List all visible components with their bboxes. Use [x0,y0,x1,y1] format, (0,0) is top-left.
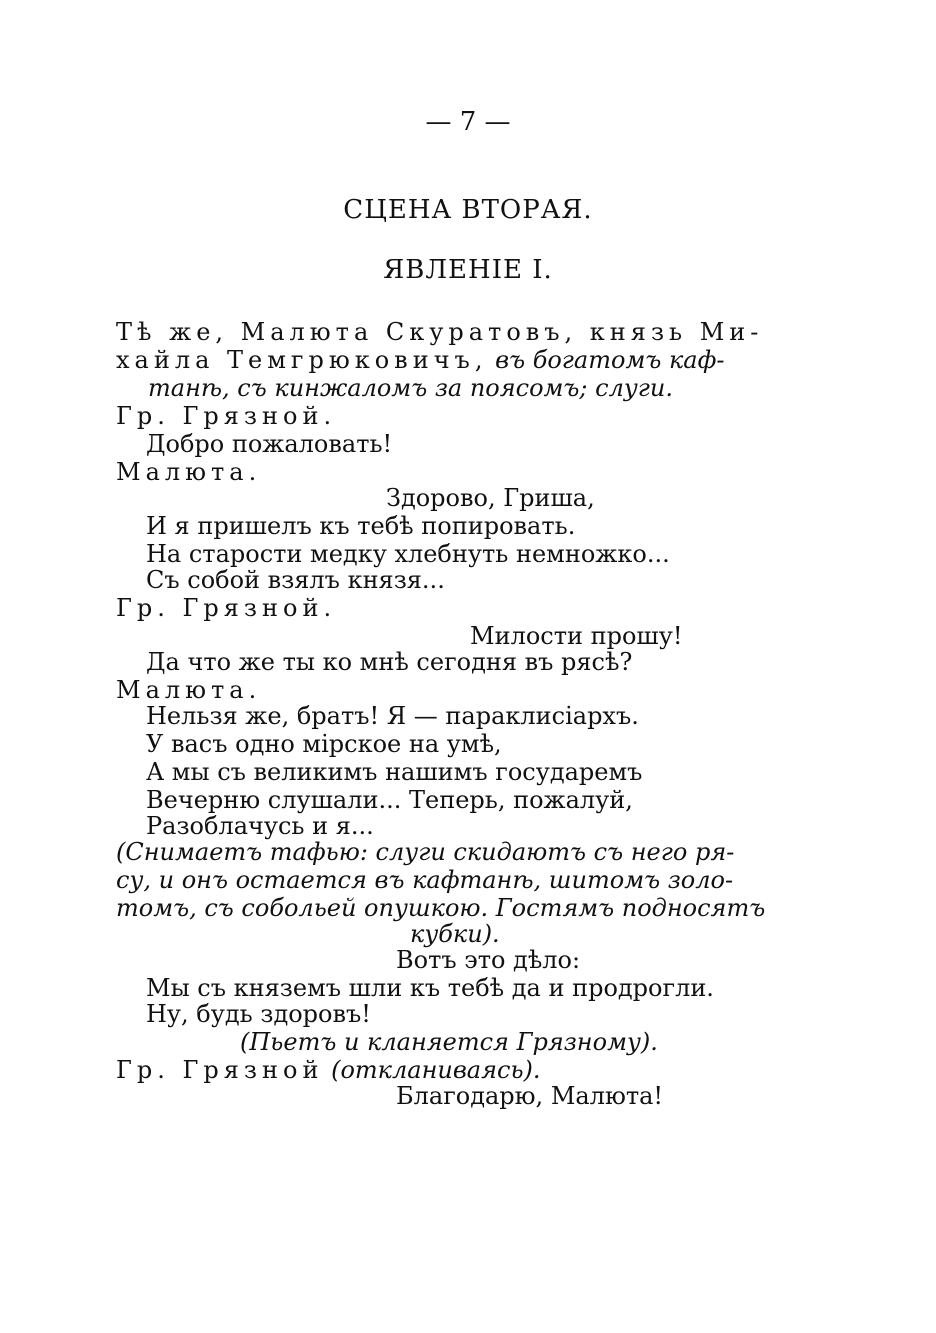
verse-line: Съ собой взялъ князя... [146,566,445,594]
speaker-name: Гр. Грязной. [116,402,337,430]
verse-line: Разоблачусь и я... [146,812,374,840]
page-number: — 7 — [425,107,511,137]
verse-line: Здорово, Гриша, [386,484,595,512]
verse-line: Благодарю, Малюта! [396,1082,664,1110]
stage-intro-costume: въ богатомъ каф- [495,346,725,374]
speaker-name: Малюта. [116,458,262,486]
speaker-name: Малюта. [116,676,262,704]
verse-line: А мы съ великимъ нашимъ государемъ [146,758,643,786]
act-title: ЯВЛЕНІЕ I. [383,255,553,285]
stage-direction-line: су, и онъ остается въ кафтанѣ, шитомъ золо- [116,866,734,894]
stage-intro-line-1: Тѣ же, Малюта Скуратовъ, князь Ми- [116,318,764,346]
stage-direction-line: кубки). [410,920,500,948]
stage-intro-line-3: танѣ, съ кинжаломъ за поясомъ; слуги. [148,374,673,402]
stage-intro-characters: хайла Темгрюковичъ, [116,346,488,374]
verse-line: И я пришелъ къ тебѣ попировать. [146,512,576,540]
verse-line: Вечерню слушали... Теперь, пожалуй, [146,786,633,814]
speaker-direction: (откланиваясь). [331,1056,541,1084]
verse-line: Да что же ты ко мнѣ сегодня въ рясѣ? [146,648,633,676]
speaker-name: Гр. Грязной. [116,594,337,622]
stage-direction-toast: (Пьетъ и кланяется Грязному). [240,1028,658,1056]
speaker-line-final [116,1056,541,1084]
verse-line: Милости прошу! [470,622,683,650]
scene-title: СЦЕНА ВТОРАЯ. [343,195,593,225]
verse-line: Вотъ это дѣло: [396,946,581,974]
verse-line: У васъ одно мірское на умѣ, [146,730,502,758]
verse-line: Ну, будь здоровъ! [146,1000,371,1028]
verse-line: Мы съ княземъ шли къ тебѣ да и продрогли. [146,974,714,1002]
verse-line: На старости медку хлебнуть немножко... [146,540,670,568]
stage-intro-line-2 [116,346,725,374]
stage-direction-line: томъ, съ собольей опушкою. Гостямъ подносятъ [116,894,766,922]
verse-line: Добро пожаловать! [146,430,393,458]
verse-line: Нельзя же, братъ! Я — параклисіархъ. [146,702,639,730]
stage-direction-line: (Снимаетъ тафью: слуги скидаютъ съ него ря- [116,838,735,866]
speaker-name: Гр. Грязной [116,1056,324,1084]
